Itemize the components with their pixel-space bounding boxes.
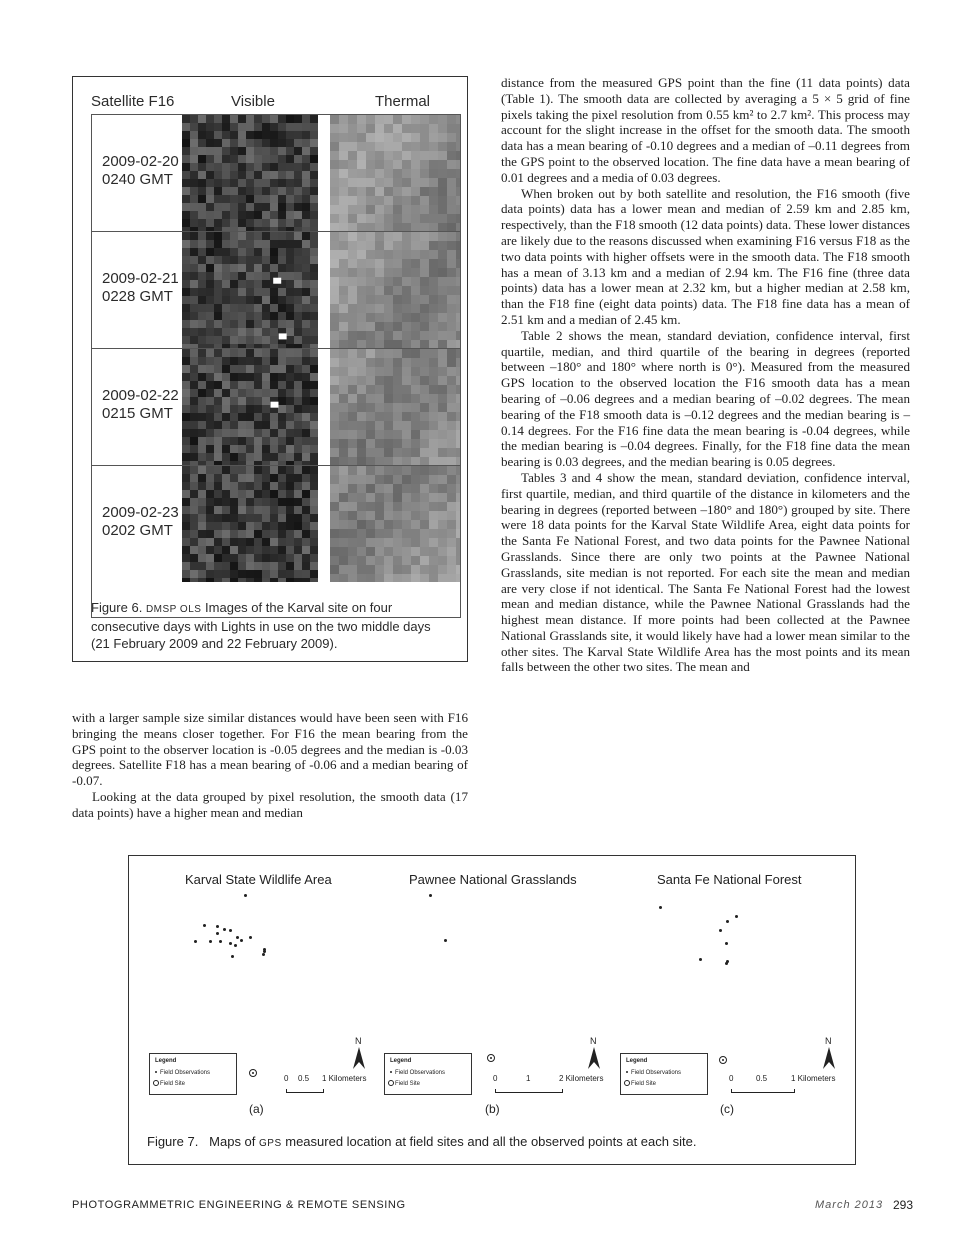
fig6-caption-text: Images of the Karval site on four consecutive days with Lights in use on the two middle days (21 February 2009 and 22 February 2009). (91, 600, 431, 651)
light-spot (273, 278, 281, 284)
legend-item: Field Site (160, 1081, 186, 1087)
fig6-row-date: 2009-02-21 (102, 270, 179, 287)
fig6-header-thermal: Thermal (375, 93, 431, 110)
legend-title: Legend (626, 1058, 648, 1064)
fig6-row-date: 2009-02-22 (102, 387, 179, 404)
scale-tick: 0 (729, 1074, 734, 1083)
panel-sublabel: (b) (485, 1102, 500, 1116)
legend-item: Field Site (395, 1081, 421, 1087)
panel-sublabel: (c) (720, 1102, 734, 1116)
scale-tick: 2 Kilometers (559, 1074, 604, 1083)
visible-image (182, 466, 318, 582)
north-label: N (355, 1036, 362, 1046)
scale-tick: 1 (526, 1074, 531, 1083)
fig7-caption-post: measured location at field sites and all the observed points at each site. (281, 1134, 697, 1149)
figure-7 (128, 855, 856, 1165)
fig6-row-3 (92, 349, 460, 465)
fig6-row-time: 0228 GMT (102, 288, 173, 305)
scale-tick: 0.5 (756, 1074, 768, 1083)
thermal-image (330, 232, 460, 348)
legend-item: Field Observations (631, 1070, 682, 1076)
light-spot (279, 333, 287, 339)
right-column-text (501, 75, 910, 675)
journal-name: PHOTOGRAMMETRIC ENGINEERING & REMOTE SENSING (72, 1199, 406, 1211)
paragraph: Tables 3 and 4 show the mean, standard deviation, confidence interval, first quartile, median, and third quartile of the distance in kilometers and the bearing in degrees (reported between –180° and 180°) grouped by site. There were 18 data points for the Karval State Wildlife Area, eight data points for the Santa Fe National Forest, and two data points for the Pawnee National Grasslands. Since there are only two points at the Pawnee National Grasslands, site median is not reported. For each site the mean and median are very close if not identical. The Santa Fe National Forest had the lowest mean and median distance, while the Pawnee National Grasslands had the highest mean distance. If more points had been collected at the Pawnee National Grasslands site, it would likely have had a lower mean similar to the other sites. The Karval State Wildlife Area has the most points and its mean falls between the other two sites. The mean and (501, 469, 910, 675)
visible-image (182, 349, 318, 465)
paragraph: Table 2 shows the mean, standard deviation, confidence interval, first quartile, median, and third quartile of the bearing in degrees (reported between –180° and 180° where north is 0°). Measured from the measured GPS location to the observed location the F16 smooth data has a mean bearing of –0.06 degrees and a median bearing of –0.02 degrees. The mean bearing of the F18 smooth data is –0.12 degrees and the median bearing is –0.14 degrees. For the F16 fine data the mean bearing is -0.04 degrees, while the median bearing is –0.04 degrees. Finally, for the F18 fine data the mean bearing is 0.03 degrees, and the median bearing is 0.05 degrees. (501, 327, 910, 470)
field-observation-point (726, 920, 729, 923)
field-observation-point (659, 906, 662, 909)
fig6-caption-acronym: DMSP OLS (145, 604, 202, 615)
fig6-image-grid (91, 114, 461, 618)
scale-tick: 0 (493, 1074, 498, 1083)
field-observation-point (719, 929, 722, 932)
fig6-header-satellite: Satellite F16 (91, 93, 175, 110)
map-title: Santa Fe National Forest (657, 872, 802, 887)
paragraph: with a larger sample size similar distances would have been seen with F16 bringing the means closer together. For F16 the mean bearing from the GPS point to the observer location is -0.05 degrees and the median is -0.03 degrees. Satellite F18 has a mean bearing of -0.06 and a median bearing of -0.07. (72, 710, 468, 789)
issue-date: March 2013 (815, 1199, 884, 1211)
fig6-row-time: 0240 GMT (102, 171, 173, 188)
panel-sublabel: (a) (249, 1102, 264, 1116)
map-legend (620, 1053, 708, 1095)
scale-tick: 0 (284, 1074, 289, 1083)
visible-image (182, 115, 318, 231)
map-title: Karval State Wildlife Area (185, 872, 332, 887)
scale-tick: 1 Kilometers (791, 1074, 836, 1083)
scale-bar (731, 1089, 795, 1093)
legend-title: Legend (390, 1058, 412, 1064)
field-observation-point (725, 942, 728, 945)
paragraph: distance from the measured GPS point than the fine (11 data points) data (Table 1). The smooth data are collected by averaging a 5 × 5 grid of fine pixels taking the pixel resolution from 0.55 km² to 2.7 km². This process may account for the slight increase in the offset for the smooth data. The smooth data has a mean bearing of -0.10 degrees and a median of –0.11 degrees from the GPS point to the observed location. The fine data have a mean bearing of 0.01 degrees and a media of 0.03 degrees. (501, 75, 910, 185)
field-observation-point (725, 962, 728, 965)
fig6-row-time: 0202 GMT (102, 522, 173, 539)
scale-tick: 1 Kilometers (322, 1074, 367, 1083)
figure-6 (72, 76, 468, 662)
fig6-caption-label: Figure 6. (91, 600, 143, 615)
thermal-image (330, 115, 460, 231)
fig6-row-4 (92, 466, 460, 582)
north-label: N (825, 1036, 832, 1046)
paragraph: When broken out by both satellite and resolution, the F16 smooth (five data points) data has a lower mean and median of 2.59 km and 2.85 km, respectively, than the F18 smooth (12 data points) data. These lower distances are likely due to the reasons discussed when examining F16 versus F18 as the two data points with higher offsets were in the smooth data. The F18 smooth has a mean of 3.13 km and a median of 2.94 km. The F16 fine (three data points) data has a lower mean at 2.32 km, but a higher median at 2.58 km, than the F18 fine (eight data points) data. The F18 fine data has a mean of 2.51 km and a median of 2.45 km. (501, 185, 910, 327)
scale-tick: 0.5 (298, 1074, 310, 1083)
fig6-row-2 (92, 232, 460, 348)
fig6-row-1 (92, 115, 460, 231)
map-title: Pawnee National Grasslands (409, 872, 577, 887)
fig6-row-date: 2009-02-20 (102, 153, 179, 170)
thermal-image (330, 349, 460, 465)
fig7-caption-acronym: GPS (259, 1138, 282, 1149)
field-observation-marker-icon (626, 1071, 628, 1073)
fig6-header-visible: Visible (231, 93, 275, 110)
legend-item: Field Observations (160, 1070, 211, 1076)
legend-item: Field Site (631, 1081, 657, 1087)
page-number: 293 (893, 1198, 914, 1212)
fig6-row-date: 2009-02-23 (102, 504, 179, 521)
map-panel-c (129, 856, 857, 1116)
paragraph: Looking at the data grouped by pixel resolution, the smooth data (17 data points) have a higher mean and median (72, 788, 468, 820)
fig7-caption-pre: Maps of (209, 1134, 260, 1149)
legend-item: Field Observations (395, 1070, 446, 1076)
fig6-caption (91, 599, 451, 652)
thermal-image (330, 466, 460, 582)
fig6-row-time: 0215 GMT (102, 405, 173, 422)
visible-image (182, 232, 318, 348)
north-arrow-icon (822, 1047, 836, 1069)
left-column-text (72, 710, 468, 821)
light-spot (270, 402, 278, 408)
field-observation-point (699, 958, 702, 961)
field-site-marker-icon (624, 1080, 630, 1086)
field-site-icon (719, 1056, 727, 1064)
field-observation-point (735, 915, 738, 918)
fig7-caption-label: Figure 7. (147, 1134, 199, 1149)
fig7-caption (147, 1134, 696, 1149)
legend-title: Legend (155, 1058, 177, 1064)
north-label: N (590, 1036, 597, 1046)
